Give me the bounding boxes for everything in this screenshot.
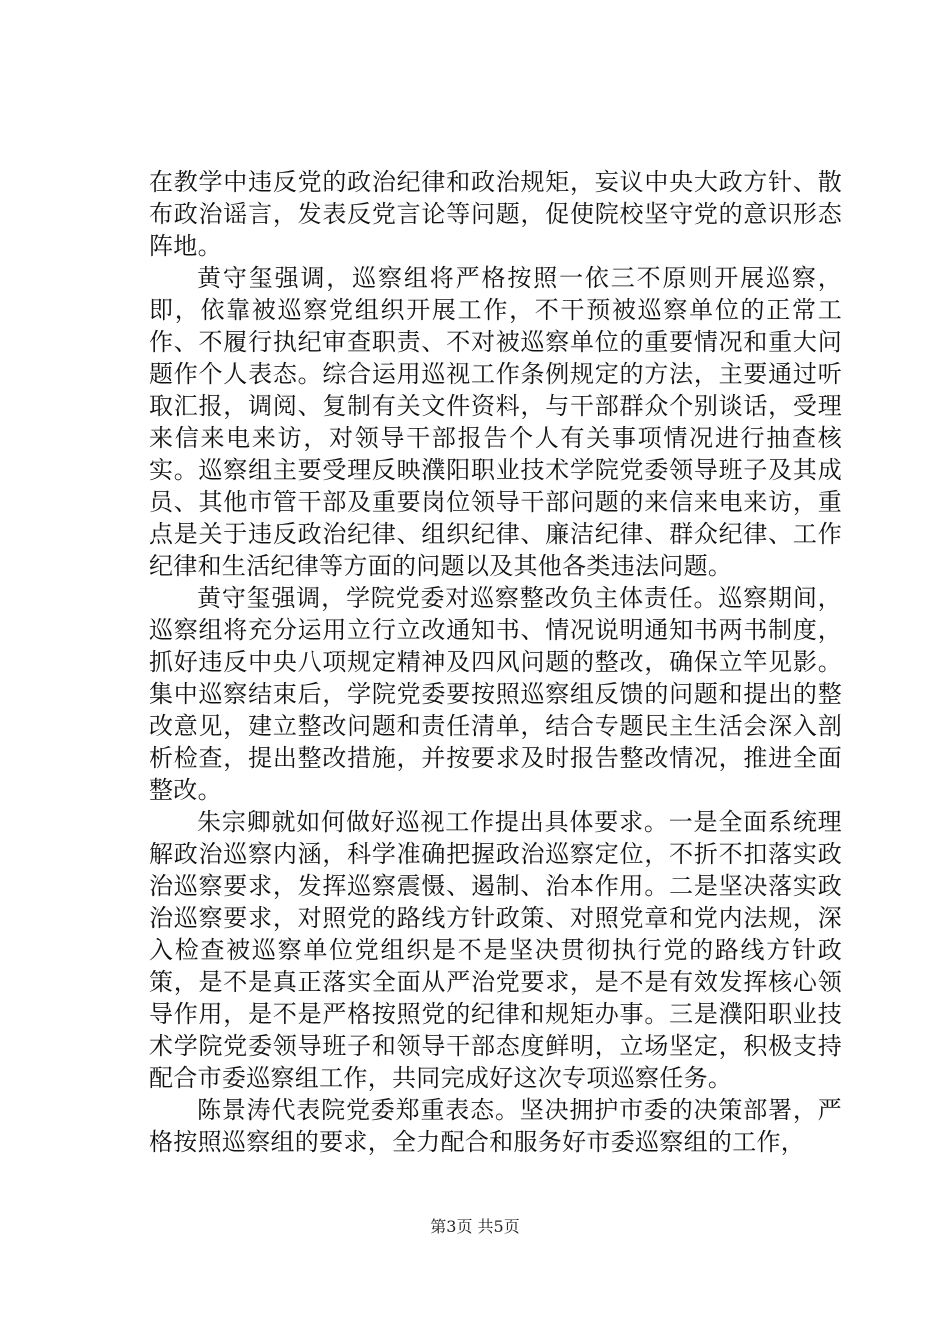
page-footer: 第3页 共5页 [430,1217,520,1236]
paragraph-party-committee-statement: 陈景涛代表院党委郑重表态。坚决拥护市委的决策部署，严格按照巡察组的要求，全力配合和服务好市委巡察组的工作， [149,1096,842,1156]
paragraph-rectification-responsibility: 黄守玺强调，学院党委对巡察整改负主体责任。巡察期间，巡察组将充分运用立行立改通知书、情况说明通知书两书制度，抓好违反中央八项规定精神及四风问题的整改，确保立竿见影。集中巡察结束后，学院党委要按照巡察组反馈的问题和提出的整改意见，建立整改问题和责任清单，结合专题民主生活会深入剖析检查，提出整改措施，并按要求及时报告整改情况，推进全面整改。 [149,584,842,804]
paragraph-inspection-principles: 黄守玺强调，巡察组将严格按照一依三不原则开展巡察，即，依靠被巡察党组织开展工作，不干预被巡察单位的正常工作、不履行执纪审查职责、不对被巡察单位的重要情况和重大问题作个人表态。综合运用巡视工作条例规定的方法，主要通过听取汇报，调阅、复制有关文件资料，与干部群众个别谈话，受理来信来电来访，对领导干部报告个人有关事项情况进行抽查核实。巡察组主要受理反映濮阳职业技术学院党委领导班子及其成员、其他市管干部及重要岗位领导干部问题的来信来电来访，重点是关于违反政治纪律、组织纪律、廉洁纪律、群众纪律、工作纪律和生活纪律等方面的问题以及其他各类违法问题。 [149,264,842,580]
paragraph-continuation: 在教学中违反党的政治纪律和政治规矩，妄议中央大政方针、散布政治谣言，发表反党言论等问题，促使院校坚守党的意识形态阵地。 [149,168,842,260]
document-body [149,166,842,1158]
paragraph-work-requirements: 朱宗卿就如何做好巡视工作提出具体要求。一是全面系统理解政治巡察内涵，科学准确把握政治巡察定位，不折不扣落实政治巡察要求，发挥巡察震慑、遏制、治本作用。二是坚决落实政治巡察要求，对照党的路线方针政策、对照党章和党内法规，深入检查被巡察单位党组织是不是坚决贯彻执行党的路线方针政策，是不是真正落实全面从严治党要求，是不是有效发挥核心领导作用，是不是严格按照党的纪律和规矩办事。三是濮阳职业技术学院党委领导班子和领导干部态度鲜明，立场坚定，积极支持配合市委巡察组工作，共同完成好这次专项巡察任务。 [149,808,842,1092]
